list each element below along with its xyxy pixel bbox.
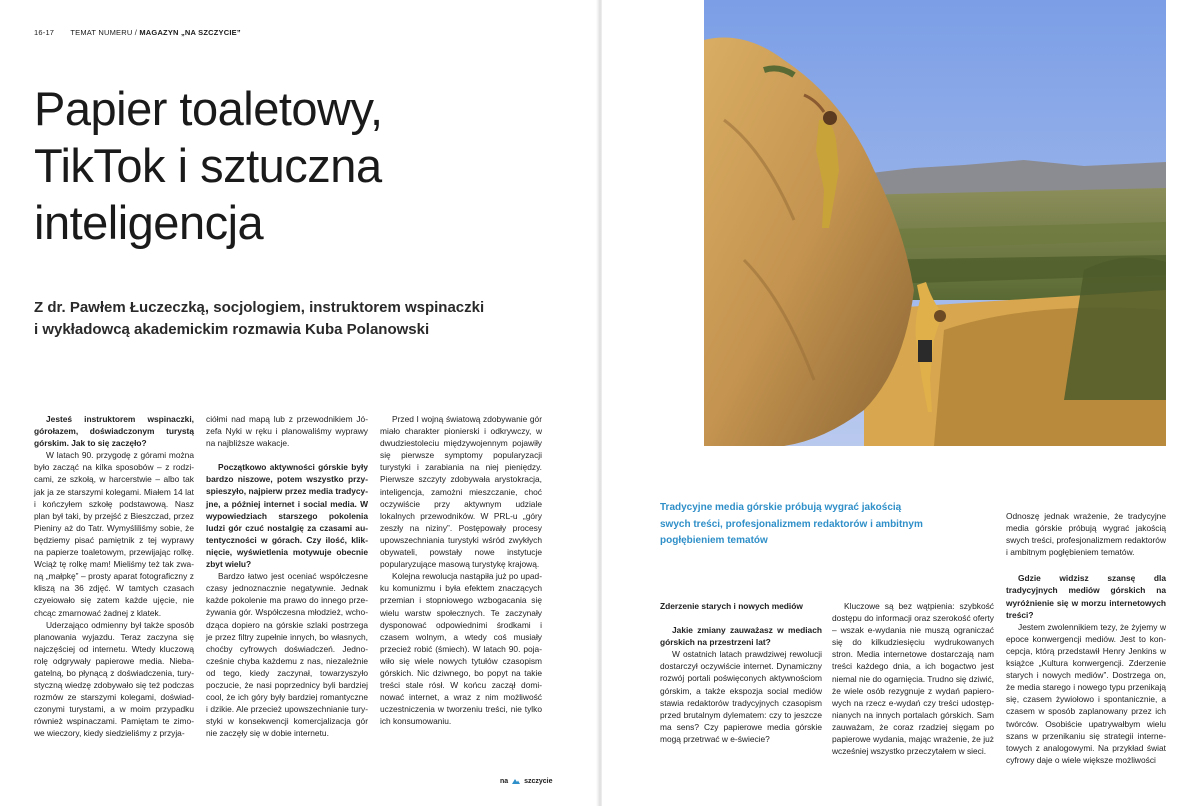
text-column-3: [380, 413, 542, 727]
paragraph: Odnoszę jednak wrażenie, że tradycyjne media górskie próbują wygrać jakością swych treści, profesjonalizmem redaktorów i ambitnym pogłębieniem tematów.: [1006, 511, 1166, 558]
headline-line-2: TikTok i sztuczna: [34, 139, 382, 192]
interview-question: Początkowo aktywności górskie były bardzo niszowe, potem wszystko przyspieszyło, najpierw przez media tradycyjne, a później internet i social media. W wypowiedziach starszego pokolenia ludzi gór czuć nostalgię za czasami autentyczności w górach. Czy ilość, kliknięcie, wyświetlenia motywuje obecnie zbyt wielu?: [206, 462, 368, 570]
paragraph: Kolejna rewolucja nastąpiła już po upadku komunizmu i była efektem znaczących przemian i stopniowego wzbogacania się wielu warstw społecznych. Te zaczynały dysponować odpowiednimi środkami i czasem wolnym, a wtedy coś musiały przecież robić (śmiech). W latach 90. pojawiło się wiele nowych tytułów czasopism górskich. Nic dziwnego, bo popyt na takie treści stale rósł. W końcu zaczął dominować internet, a wraz z nim możliwość uczestniczenia w tworzeniu treści, nie tylko ich konsumowaniu.: [380, 571, 542, 727]
page-numbers: 16-17: [34, 28, 55, 37]
interview-question: Jakie zmiany zauważasz w mediach górskich na przestrzeni lat?: [660, 625, 822, 648]
article-lede: [34, 297, 554, 340]
interview-question: Jesteś instruktorem wspinaczki, górołazem, doświadczonym turystą górskim. Jak to się zaczęło?: [34, 414, 194, 449]
paragraph: Jestem zwolennikiem tezy, że żyjemy w epoce konwergencji mediów. Jest to koncepcja, którą przedstawił Henry Jenkins w książce „Kultura konwergencji. Zderzenie starych i nowych mediów”. Dostrzega on, że media starego i nowego typu przenikają się, czasem żywiołowo i spontanicznie, a czasem w sposób zaplanowany przez ich twórców. Osobiście upatrywałbym wielu szans w przenikaniu się strategii internetowych z analogowymi. Na przykład świat cyfrowy daje o wiele większe możliwości: [1006, 621, 1166, 765]
logo-word-na: na: [500, 778, 509, 785]
headline-line-3: inteligencja: [34, 196, 264, 249]
pull-quote-line-2: swych treści, profesjonalizmem redaktorów i ambitnym: [660, 518, 923, 530]
pull-quote-line-3: pogłębieniem tematów: [660, 535, 768, 546]
lede-line-1: Z dr. Pawłem Łuczeczką, socjologiem, instruktorem wspinaczki: [34, 299, 485, 316]
boulder-climbers-image: [704, 0, 1166, 446]
paragraph: Kluczowe są bez wątpienia: szybkość dostępu do informacji oraz szerokość oferty – wszak e-wydania nie muszą ograniczać się do kilkudziesięciu wydrukowanych stron. Media internetowe dostarczają nam treści każdego dnia, a ich bogactwo jest niemal nie do ogarnięcia. Trudno się dziwić, że wiele osób rezygnuje z wydań papierowych na rzecz e-wydań czy treści udostępnianych na innych portalach górskich. Sam zauważam, że coraz rzadziej sięgam po papierowe wydania, mając wrażenie, że już wcześniej wszystko przeczytałem w sieci.: [832, 601, 995, 757]
text-column-1: [34, 413, 194, 740]
right-text-column-2: [832, 600, 994, 757]
interview-question: Gdzie widzisz szansę dla tradycyjnych mediów górskich na wyróżnienie się w morzu internetowych treści?: [1006, 573, 1166, 620]
left-page: [0, 0, 598, 806]
right-text-column-1: [660, 600, 822, 745]
section-label: TEMAT NUMERU /: [70, 28, 138, 37]
paragraph: W latach 90. przygodę z górami można było zacząć na kilka sposobów – z rodzicami, ze szkołą, w harcerstwie – albo tak jak ja ze starszymi kolegami. Miałem 14 lat i kończyłem szkołę podstawową. Nasz plan był taki, by przejść z Bieszczad, przez Pieniny aż do Tatr. Wymyśliliśmy sobie, że będziemy pisać pamiętnik z tej wyprawy na papierze toaletowym, przewijając rolkę. Wciąż tę rolkę mam! Mieliśmy też tak zwaną „małpkę” – prosty aparat fotograficzny z kliszą na 36 zdjęć. W tamtych czasach czyeiowało się zatem każde ujęcie, nie chcąc zmarnować żadnej z klatek.: [34, 450, 194, 618]
headline-line-1: Papier toaletowy,: [34, 82, 383, 135]
paragraph: Bardzo łatwo jest oceniać współczesne czasy jednoznacznie negatywnie. Jednak każde pokolenie ma prawo do innego przeżywania gór. Współczesna młodzież, wchodząca dopiero na górskie szlaki postrzega je przez filtry zupełnie innych, bo własnych, choćby cyfrowych doświadczeń. Jednocześnie chyba każdemu z nas, niezależnie od tego, kiedy zaczynał, towarzyszyło poczucie, że nasi poprzednicy byli bardziej cool, że ich góry były bardziej romantyczne i dzikie. Ale przecież upowszechnianie turystyki w konsekwencji komercjalizacja gór nie zaczęły się w dobie internetu.: [206, 571, 368, 739]
paragraph: ciółmi nad mapą lub z przewodnikiem Józefa Nyki w ręku i planowaliśmy wyprawy na najbliższe wakacje.: [206, 414, 368, 449]
running-header: [34, 28, 241, 37]
section-subhead: Zderzenie starych i nowych mediów: [660, 601, 803, 611]
mountain-logo-icon: [512, 778, 520, 784]
section-magazine: MAGAZYN „NA SZCZYCIE”: [139, 28, 241, 37]
climbing-photo: [704, 0, 1166, 446]
text-column-2: [206, 413, 368, 739]
paragraph: Przed I wojną światową zdobywanie gór miało charakter pionierski i odkrywczy, w dwudziestoleciu międzywojennym pojawiły się pierwsze symptomy popularyzacji turystyki i zarabiania na niej pieniędzy. Pierwsze szczyty zdobywała arystokracja, inteligencja, zamożni mieszczanie, choć oczywiście przy aktywnym udziale lokalnych przewodników. W PRL-u „góry zeszły na niziny”. Postępowały procesy upowszechniania turystyki wśród zwykłych obywateli, powstały nowe instytucje popularyzujące masową turystykę krajową.: [380, 414, 542, 570]
magazine-logo: [500, 778, 553, 785]
article-headline: [34, 80, 554, 251]
right-text-column-3: [1006, 510, 1166, 766]
paragraph: W ostatnich latach prawdziwej rewolucji dostarczył oczywiście internet. Dynamiczny rozwój portali poświęconych aktywnościom górskim, a także ekspozja social mediów stawia redaktorów tradycyjnych czasopism przed brutalnym dylematem: czy to jeszcze ma sens? Czy papierowe media górskie mogą przetrwać w e-świecie?: [660, 649, 822, 744]
lede-line-2: i wykładowcą akademickim rozmawia Kuba Polanowski: [34, 320, 430, 338]
logo-word-szczycie: szczycie: [524, 778, 553, 785]
pull-quote-line-1: Tradycyjne media górskie próbują wygrać jakością: [660, 502, 902, 513]
paragraph: Uderzająco odmienny był także sposób planowania wyjazdu. Teraz zaczyna się najczęściej od internetu. Wtedy kluczową rolę odgrywały papierowe media. Niebagatelną, bo płynącą z doświadczenia, turystyczną wiedzę zdobywało się też podczas rozmów ze starszymi kolegami, doświadczonymi turystami, a w moim przypadku również wspinaczami. Pamiętam te zimowe wieczory, kiedy siedzieliśmy z przyja-: [34, 619, 194, 739]
pull-quote: [660, 500, 960, 550]
